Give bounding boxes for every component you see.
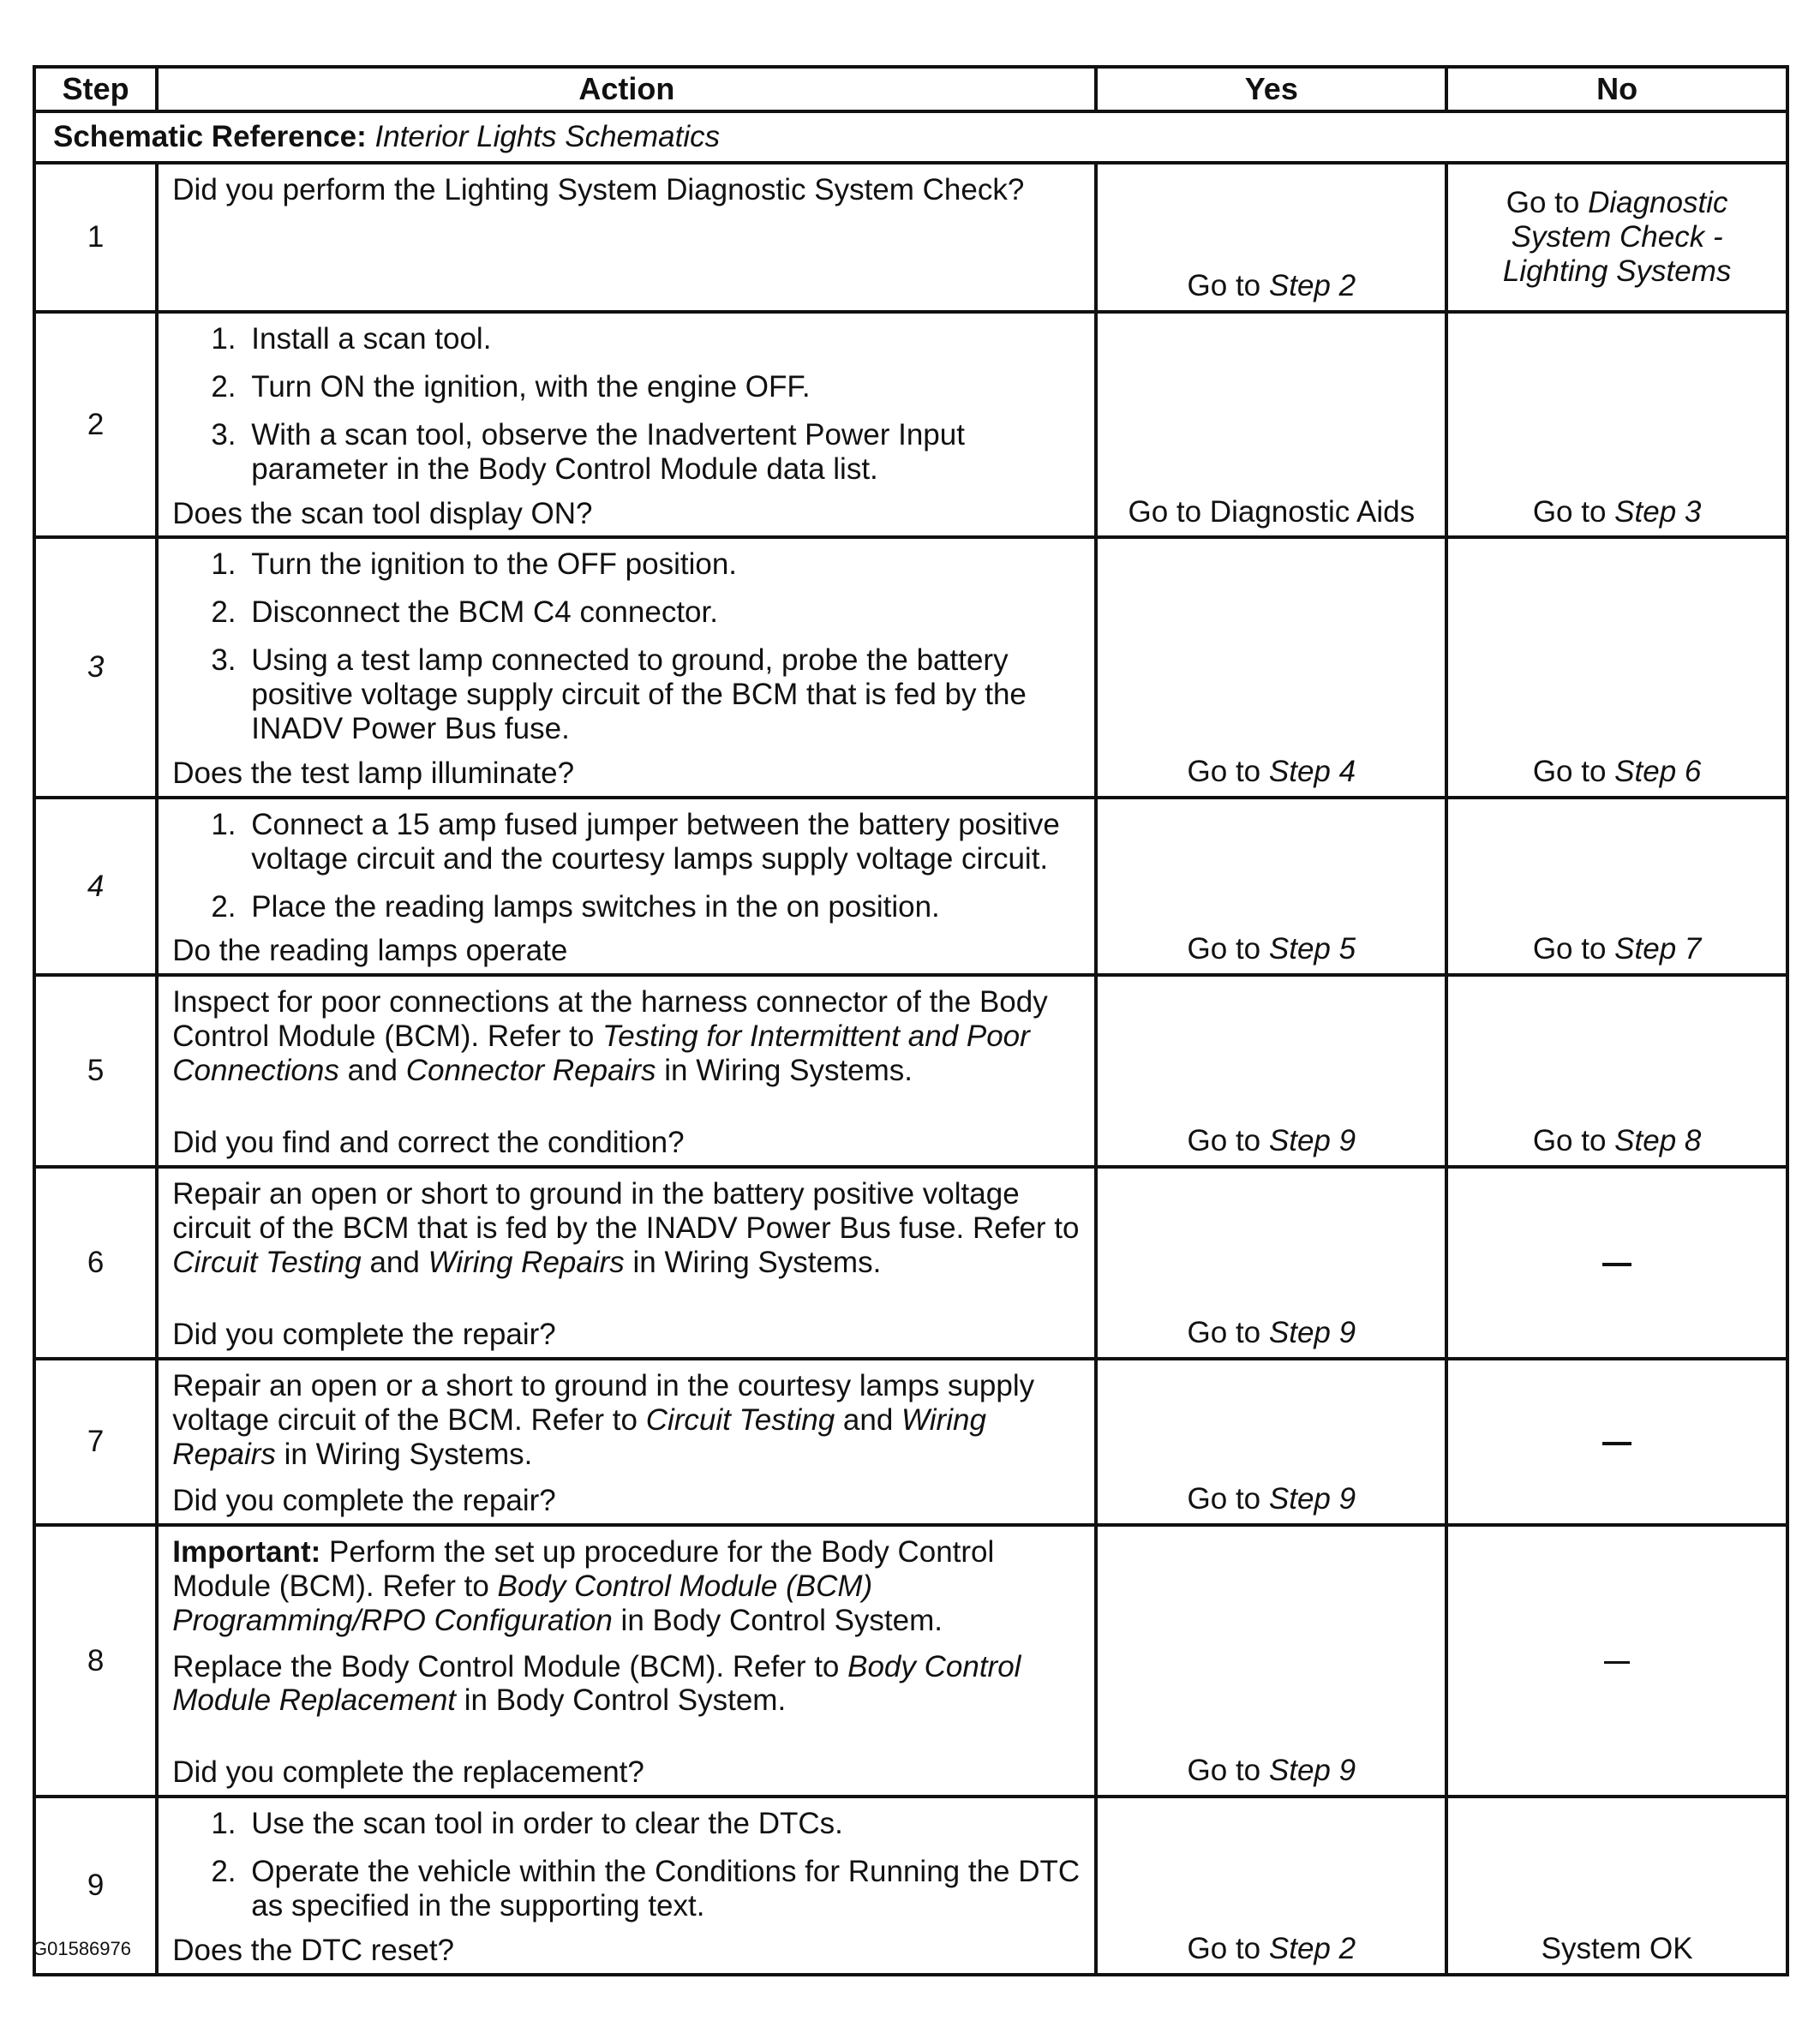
step-question: Does the scan tool display ON? [172,496,593,530]
step-action [157,312,1096,537]
step-action [157,163,1096,312]
go-to-text: Go to [1187,1316,1261,1350]
table-row [34,1525,1787,1797]
step-number: 6 [34,1167,157,1359]
go-to-text: Go to [1187,1482,1261,1516]
yes-result [1096,975,1446,1167]
reference-link: Body Control Module (BCM) Programming/RPO Configuration [172,1569,873,1637]
step-link: Step 6 [1614,754,1702,788]
reference-link: Wiring Repairs [172,1403,986,1472]
table-row [34,312,1787,537]
reference-link: Connector Repairs [405,1054,656,1088]
reference-link: Circuit Testing [172,1246,362,1280]
step-question: Does the test lamp illuminate? [172,756,575,790]
go-to-text: Go to [1532,932,1607,966]
step-link: Diagnostic System Check - Lighting Systems [1502,186,1732,288]
important-label: Important: [172,1534,321,1569]
no-result [1446,1167,1787,1359]
instruction-item: 1. Turn the ignition to the OFF position. [244,547,1081,582]
diagnostic-table [33,65,1789,1976]
dash-mark [1602,1263,1631,1266]
step-instruction: Important: Perform the set up procedure for the Body Control Module (BCM). Refer to Body Control Module (BCM) Programming/RPO Configuration in Body Control System. [172,1534,995,1637]
step-question: Does the DTC reset? [172,1933,455,1967]
step-instructions [172,547,1081,745]
step-action [157,1167,1096,1359]
step-action [157,1797,1096,1975]
header-row [34,67,1787,111]
step-instruction: Repair an open or short to ground in the battery positive voltage circuit of the BCM that is fed by the INADV Power Bus fuse. Refer to Circuit Testing and Wiring Repairs in Wiring Systems. [172,1177,1080,1280]
go-to-text: Go to [1506,186,1580,220]
step-link: Step 9 [1268,1124,1356,1158]
instruction-item: 1. Connect a 15 amp fused jumper between the battery positive voltage circuit and the courtesy lamps supply voltage circuit. [244,808,1081,876]
step-link: Step 9 [1268,1482,1356,1516]
step-question: Did you complete the replacement? [172,1755,644,1790]
table-row [34,163,1787,312]
yes-result [1096,163,1446,312]
instruction-item: 1. Use the scan tool in order to clear the DTCs. [244,1807,1081,1841]
step-number: 7 [34,1359,157,1525]
instruction-item: 3. Using a test lamp connected to ground, probe the battery positive voltage supply circuit of the BCM that is fed by the INADV Power Bus fuse. [244,643,1081,746]
step-link: Step 7 [1614,932,1702,966]
table-row [34,975,1787,1167]
step-question: Did you find and correct the condition? [172,1126,685,1160]
header-action: Action [157,67,1096,111]
step-number: 5 [34,975,157,1167]
yes-result [1096,1359,1446,1525]
step-link: Step 5 [1268,932,1356,966]
no-result [1446,537,1787,797]
reference-link: Body Control Module Replacement [172,1649,1021,1718]
step-question: Did you complete the repair? [172,1484,556,1518]
instruction-item: 3. With a scan tool, observe the Inadvertent Power Input parameter in the Body Control Module data list. [244,418,1081,487]
no-result [1446,312,1787,537]
instruction-item: 2. Place the reading lamps switches in the on position. [244,890,1081,924]
step-action [157,1525,1096,1797]
step-instruction: Replace the Body Control Module (BCM). Refer to Body Control Module Replacement in Body Control System. [172,1649,1021,1718]
header-yes: Yes [1096,67,1446,111]
table-row [34,798,1787,976]
step-number: 4 [34,798,157,976]
go-to-text: Go to [1187,1754,1261,1788]
no-result [1446,1525,1787,1797]
yes-result [1096,1167,1446,1359]
step-number: 8 [34,1525,157,1797]
step-number: 3 [34,537,157,797]
step-action [157,537,1096,797]
step-link: Step 4 [1268,754,1356,788]
go-to-text: Go to [1532,754,1607,788]
table-row [34,1797,1787,1975]
table-row [34,537,1787,797]
no-result: System OK [1446,1797,1787,1975]
step-action [157,1359,1096,1525]
reference-link: Wiring Repairs [428,1246,625,1280]
step-question: Did you complete the repair? [172,1318,556,1352]
instruction-item: 2. Disconnect the BCM C4 connector. [244,595,1081,630]
step-number: 1 [34,163,157,312]
step-link: Step 2 [1268,269,1356,303]
yes-result [1096,798,1446,976]
figure-id: G01586976 [33,1938,131,1959]
go-to-text: Go to [1532,1124,1607,1158]
step-question: Do the reading lamps operate [172,934,568,968]
step-link: Step 9 [1268,1754,1356,1788]
go-to-text: Go to [1187,1931,1261,1965]
yes-result: Go to Diagnostic Aids [1096,312,1446,537]
step-action [157,798,1096,976]
no-result [1446,798,1787,976]
instruction-item: 2. Turn ON the ignition, with the engine OFF. [244,370,1081,404]
step-link: Step 8 [1614,1124,1702,1158]
step-link: Step 9 [1268,1316,1356,1350]
reference-link: Circuit Testing [645,1403,835,1438]
step-number: 2 [34,312,157,537]
step-instructions [172,808,1081,924]
step-link: Step 3 [1614,494,1702,529]
step-instructions [172,322,1081,487]
no-result [1446,1359,1787,1525]
table-row [34,1359,1787,1525]
step-action [157,975,1096,1167]
table-row [34,1167,1787,1359]
step-number: 9 [34,1797,157,1975]
step-instruction: Repair an open or a short to ground in the courtesy lamps supply voltage circuit of the BCM. Refer to Circuit Testing and Wiring Repairs in Wiring Systems. [172,1369,1035,1472]
go-to-text: Go to [1187,932,1261,966]
instruction-item: 1. Install a scan tool. [244,322,1081,356]
no-result [1446,975,1787,1167]
go-to-text: Go to [1187,269,1261,303]
reference-link: Testing for Intermittent and Poor Connections [172,1019,1030,1088]
step-instruction: Inspect for poor connections at the harness connector of the Body Control Module (BCM). Refer to Testing for Intermittent and Poor Connections and Connector Repairs in Wiring Systems. [172,985,1048,1088]
instruction-item: 2. Operate the vehicle within the Conditions for Running the DTC as specified in the supporting text. [244,1855,1081,1923]
go-to-text: Go to [1532,494,1607,529]
schematic-reference [34,111,1787,163]
go-to-text: Go to [1187,1124,1261,1158]
header-step: Step [34,67,157,111]
step-link: Step 2 [1268,1931,1356,1965]
no-result [1446,163,1787,312]
yes-result [1096,537,1446,797]
yes-result [1096,1525,1446,1797]
go-to-text: Go to [1187,754,1261,788]
dash-mark [1604,1661,1630,1664]
step-question: Did you perform the Lighting System Diagnostic System Check? [172,173,1025,206]
dash-mark [1602,1442,1631,1445]
schematic-reference-label: Schematic Reference: [53,120,367,154]
schematic-reference-link: Interior Lights Schematics [374,120,721,154]
step-instructions [172,1807,1081,1923]
header-no: No [1446,67,1787,111]
schematic-reference-row [34,111,1787,163]
yes-result [1096,1797,1446,1975]
